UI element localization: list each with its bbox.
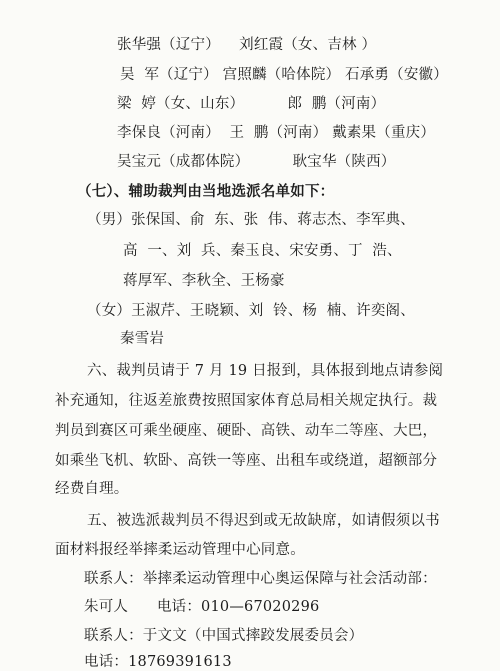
- paragraph-line: 五、被选派裁判员不得迟到或无故缺席，如请假须以书: [87, 513, 440, 529]
- contact-line: 联系人：举摔柔运动管理中心奥运保障与社会活动部：: [84, 571, 437, 587]
- male-list-line: 蒋厚军、李秋全、王杨豪: [123, 273, 285, 289]
- male-list-line: 高 一、刘 兵、秦玉良、宋安勇、丁 浩、: [123, 243, 402, 259]
- contact-line: 电话：18769391613: [84, 654, 232, 670]
- paragraph-line: 六、裁判员请于 7 月 19 日报到，具体报到地点请参阅: [87, 363, 444, 379]
- roster-line: 吴 军（辽宁） 宫照麟（哈体院） 石承勇（安徽）: [120, 67, 448, 83]
- roster-line: 梁 婷（女、山东） 郎 鹏（河南）: [117, 96, 386, 112]
- female-list-line: 秦雪岩: [120, 331, 165, 347]
- roster-line: 李保良（河南） 王 鹏（河南） 戴素果（重庆）: [117, 125, 436, 141]
- contact-line: 朱可人 电话：010—67020296: [84, 599, 320, 615]
- male-list-line: （男）张保国、俞 东、张 伟、蒋志杰、李军典、: [87, 212, 415, 228]
- paragraph-line: 如乘坐飞机、软卧、高铁一等座、出租车或绕道，超额部分: [55, 453, 438, 469]
- roster-line: 吴宝元（成都体院） 耿宝华（陕西）: [117, 154, 396, 170]
- paragraph-line: 面材料报经举摔柔运动管理中心同意。: [55, 542, 305, 558]
- contact-line: 联系人：于文文（中国式摔跤发展委员会）: [84, 628, 364, 644]
- section-heading: （七）、辅助裁判由当地选派名单如下：: [77, 183, 335, 200]
- paragraph-line: 经费自理。: [55, 481, 129, 497]
- paragraph-line: 判员到赛区可乘坐硬座、硬卧、高铁、动车二等座、大巴，: [55, 423, 438, 439]
- roster-line: 张华强（辽宁） 刘红霞（女、吉林 ）: [117, 37, 377, 53]
- female-list-line: （女）王淑芹、王晓颖、刘 铃、杨 楠、许奕阁、: [87, 303, 415, 319]
- paragraph-line: 补充通知，往返差旅费按照国家体育总局相关规定执行。裁: [55, 393, 438, 409]
